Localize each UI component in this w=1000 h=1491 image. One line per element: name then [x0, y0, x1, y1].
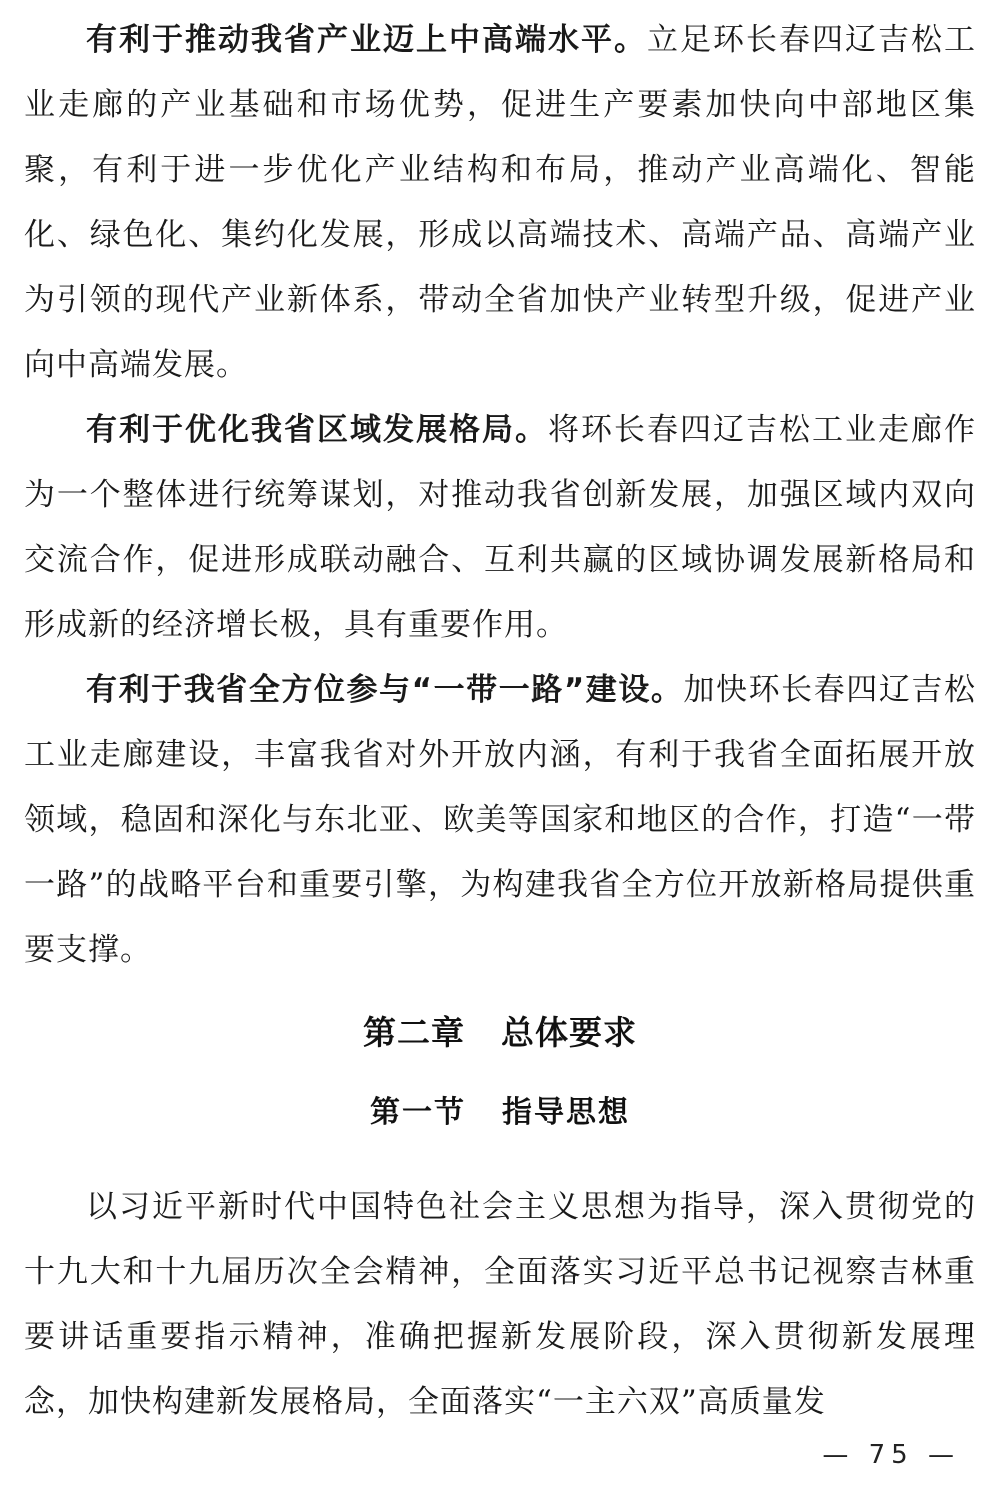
- section-title: 指导思想: [502, 1095, 630, 1130]
- section-heading: [24, 1090, 976, 1136]
- paragraph-industry-upgrade: [24, 8, 976, 398]
- page-number: — 75 —: [822, 1440, 960, 1470]
- paragraph-body: 立足环长春四辽吉松工业走廊的产业基础和市场优势，促进生产要素加快向中部地区集聚，有利于进一步优化产业结构和布局，推动产业高端化、智能化、绿色化、集约化发展，形成以高端技术、高端产品、高端产业为引领的现代产业新体系，带动全省加快产业转型升级，促进产业向中高端发展。: [24, 22, 976, 383]
- paragraph-body: 加快环长春四辽吉松工业走廊建设，丰富我省对外开放内涵，有利于我省全面拓展开放领域，稳固和深化与东北亚、欧美等国家和地区的合作，打造“一带一路”的战略平台和重要引擎，为构建我省全方位开放新格局提供重要支撑。: [24, 672, 977, 968]
- paragraph-lead: 有利于我省全方位参与“一带一路”建设。: [86, 672, 684, 708]
- section-number: 第一节: [370, 1095, 466, 1130]
- chapter-heading: [24, 1008, 976, 1058]
- chapter-number: 第二章: [363, 1013, 465, 1052]
- paragraph-lead: 有利于推动我省产业迈上中高端水平。: [86, 22, 647, 58]
- paragraph-regional-layout: [24, 398, 976, 658]
- paragraph-body: 将环长春四辽吉松工业走廊作为一个整体进行统筹谋划，对推动我省创新发展，加强区域内双向交流合作，促进形成联动融合、互利共赢的区域协调发展新格局和形成新的经济增长极，具有重要作用。: [24, 412, 976, 643]
- paragraph-guiding-thought: 以习近平新时代中国特色社会主义思想为指导，深入贯彻党的十九大和十九届历次全会精神，全面落实习近平总书记视察吉林重要讲话重要指示精神，准确把握新发展阶段，深入贯彻新发展理念，加快构建新发展格局，全面落实“一主六双”高质量发: [24, 1189, 976, 1420]
- chapter-title: 总体要求: [501, 1013, 637, 1052]
- paragraph-lead: 有利于优化我省区域发展格局。: [86, 412, 548, 448]
- paragraph-belt-and-road: [24, 658, 976, 983]
